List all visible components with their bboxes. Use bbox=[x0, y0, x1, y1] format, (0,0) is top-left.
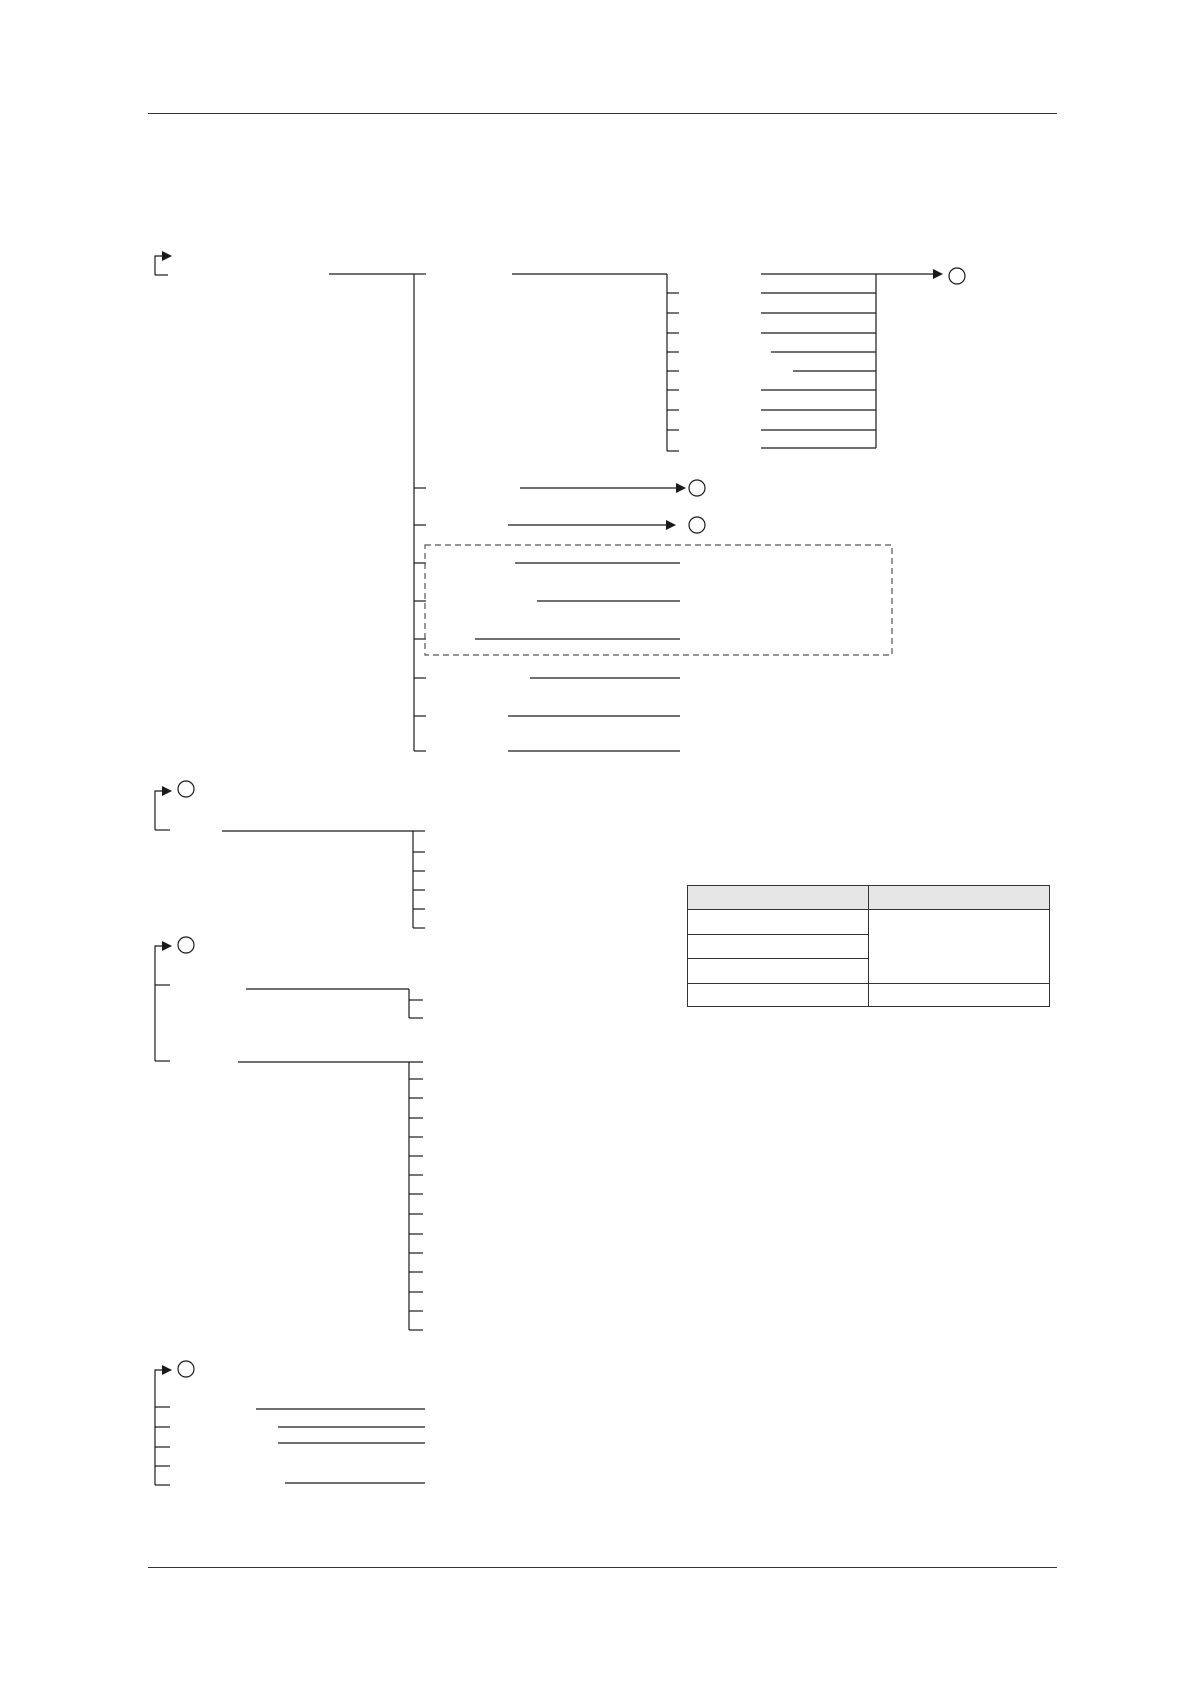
sub-branch-ticks bbox=[413, 831, 425, 928]
circle-connector-icon bbox=[689, 517, 705, 533]
entry-arrow-icon bbox=[155, 946, 171, 1061]
sub-branch-ticks bbox=[409, 1079, 423, 1330]
circle-connector-icon bbox=[178, 781, 194, 797]
sub-branch-ticks bbox=[409, 1000, 423, 1018]
entry-arrow-icon bbox=[155, 256, 171, 275]
circle-connector-icon bbox=[178, 937, 194, 953]
sub-branch-ticks bbox=[667, 293, 679, 451]
legend-table bbox=[687, 885, 1050, 1007]
circle-connector-icon bbox=[178, 1361, 194, 1377]
sub-branch-option-lines bbox=[761, 274, 876, 448]
entry-arrow-icon bbox=[155, 791, 171, 830]
circle-connector-icon bbox=[689, 480, 705, 496]
circle-connector-icon bbox=[949, 268, 965, 284]
